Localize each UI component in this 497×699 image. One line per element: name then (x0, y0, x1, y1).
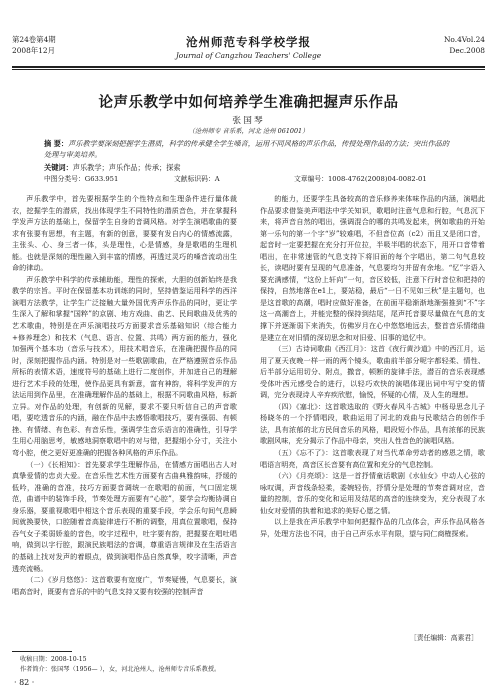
body-paragraph: 以上是我在声乐教学中如何把握作品的几点体会，声乐作品风格各异，处理方法也不同，由于自己声乐水平有限，望与同仁商榷探索。 (260, 517, 485, 538)
body-paragraph: （六）《月亮颂》：这是一首抒情童话歌剧《水仙女》中动人心弦的咏叹调，声音线条轻柔，委婉轻伤，抒情分是处理的节奏音调对应，音量的控制，音乐的变化和运用及结尾的高音的连续变为，充分表现了水仙女对爱情的执着和追求的美好心愿之情。 (260, 471, 485, 515)
volume-issue-en: No.4Vol.24 (443, 35, 485, 44)
journal-title-block (12, 34, 485, 60)
header-rule-thin (12, 69, 485, 70)
clc-number: 中图分类号：G633.951 (44, 175, 119, 183)
header-right (444, 34, 485, 56)
body-paragraph: （五）《忘不了》：这首歌表现了对当代革命劳动者的感恩之情，歌唱语言明亮，高音区长音要有高位置和充分的气息控制。 (260, 448, 485, 469)
running-header (12, 34, 485, 64)
abstract (44, 138, 453, 160)
body-column-right (260, 193, 485, 539)
body-paragraph: （三）古诗词歌曲《西江月》：这首《夜行黄沙道》中的西江月，运用了夏天夜晚一样一雨的两个镜头，歌曲前半部分呢字都轻柔、情性、后半部分运用切分、附点，撒音，顿断的旋律手法，潜百的音乐表现感受体叶西元感受合的进行，以轻巧欢快的演唱体现出词中写宁变的情调，完分表现诗人辛弃疾欣慰，愉悦，怀疑的心情，及人生的理想。 (260, 344, 485, 400)
body-paragraph: 声乐教学中，首先要根据学生的个性特点和生理条件进行量体裁衣，挖掘学生的潜质，找出体现学生不同特性的潜质音色，并在掌握科学发声方法的基础上，保留学生自身的音调风格。对学生演唱歌曲的要求有张要有思想，有主题，有新的创意，要要有发自内心的情感流露，主张头、心、身三者一体，头是理性，心是情感，身是歌唱的生理机能。也就是深刻的理性融入到丰富的情感，再透过灵巧的嗓音流动出生命的律动。 (12, 194, 237, 273)
body-paragraph: （二）《岁月悠悠》：这首歌要有宽度广，节奏疑慢，气息要长，演唱高音时，既要有音乐的中的气息支持又要有较强的控制声音 (12, 575, 237, 596)
body-paragraph: 声乐教学中科学的传承辅助能，理性的探索，大胆的创新始终是我教学的宗旨。平时在保留基本功训练的同时，坚持借鉴运用科学的西洋演唱方法教学，让学生广泛接触大量外国优秀声乐作品的同时，更让学生深入了解和掌握“国粹”的京剧、地方戏曲、曲艺、民间歌曲及优秀的艺术歌曲，特别是在声乐演唱技巧方面要求音乐基础知识（综合能力+修养理念）和技术（气息、语言、位置、共鸣）两方面的能力，强化加强两个基本功（音乐与技术），用技术唱音乐，在准确把握作品的同时，深刻把握作品内涵。特别是对一些歌剧歌曲，在严格遵照音乐作品所标的表情术语，速度符号的基础上进行二度创作，并加进自己的理解进行艺术手段的处理，使作品更具有新意，富有神韵，将科学发声的方法运用到作品里，在准确理解作品的基础上，根据不同歌曲风格，标新立异。对作品的处理，有创新的见解，要求不要只听信自己的声音歌唱，要吃透音乐的内涵，融在作品中去感悟歌唱技巧，要有强弱、有顿挫、有情绪、有色彩、有音乐性，强调学生音乐语言的准确性，引导学生用心用脑思考，敏感地洞察歌唱中的对与错，把握细小分寸，关注小弯小腔，使之更好更准确的把握各种风格的声乐作品。 (12, 274, 237, 458)
article-title: 论声乐教学中如何培养学生准确把握声乐作品 (98, 94, 399, 111)
abstract-text: 声乐教学要深刻把握学生潜质，科学的传承健全学生嗓音，运用不同风格的声乐作品，传授处理作品的方法；突出作品的处理与审美培养。 (44, 139, 450, 159)
body-column-left (12, 193, 237, 597)
received-date: 收稿日期：2008-10-15 (20, 656, 87, 663)
document-code: 文献标识码：A (174, 175, 220, 183)
header-rule-thick (12, 66, 485, 68)
keywords-label: 关键词： (44, 163, 73, 172)
author-bio: 作者简介：张国琴（1956— ），女，河北沧州人，沧州师专音乐系教授。 (20, 665, 221, 673)
volume-issue: 第24卷第4期 (12, 35, 56, 44)
journal-name-en: Journal of Cangzhou Teachers' College (175, 51, 322, 60)
keywords (44, 162, 453, 173)
footnote (20, 655, 220, 674)
body-paragraph: 的能力，还要学生具备较高的音乐修养来体味作品的内涵，演唱此作品要求借鉴美声唱法中学关知识，歌唱时注意气息和行腔，气息沉下来，将声音自然的唱出，强调混合的哪的共鸣发起来，例如歌曲的开始第一乐句的第一个字“岁”较难唱，不但音位高（c2）而且又是闭口音，起音时一定要把握在充分打开位拉，半吸半唱的状态下，用开口音带着唱出，在非常速管的气息支持下将旧面的每个字唱出，第二句气息较长，读唱时要有呈现的气息准备，气息要均匀并留有余地。“忆”字语入要充满感情，“这份上轩向”一句，音区较低，注意下行时音位和把持的保持，自然地落在e1上，要站稳，最后“一日不见如三秋”是主题句，也是这首歌的高潮，唱时应做好准备，在前面平稳渐渐地渐强推到“不”字这一高潮音上，并能完整的保持到结尾，尾声托音要尽量做在气息的支撑下并逐渐弱下来消失，仿佛岁月在心中悠悠地远去，整首音乐情绪曲是建立在对旧情的深切思念和对旧爱、旧事的追忆中。 (260, 194, 485, 342)
body-paragraph: （四）《塞北》：这首歌选取的《野火春风斗古城》中杨母思念儿子杨晓冬的一个抒情唱段，歌曲运用了河北的戏曲与民歌结合的创作手法，具有浓郁的北方民间音乐的风格，唱段短小作品，具有浓郁的民族歌剧风味，充分揭示了作品中母亲，突出人性音色的演唱风格。 (260, 401, 485, 446)
page-number: · 82 · (14, 678, 35, 687)
keywords-text: 声乐教学；声乐作品；传承；探索 (72, 163, 181, 172)
author-affiliation: （沧州师专 音乐系，河北 沧州 061001） (188, 127, 309, 135)
responsible-editor: ［责任编辑：高素君］ (410, 634, 478, 642)
abstract-label: 摘 要： (44, 139, 69, 148)
footnote-rule (12, 651, 72, 652)
body-paragraph: （一）《长相知》：首先要求学生理解作品，在情感方面唱出古人对真挚爱情的忠贞大爱。在音乐性艺术性方面要有古曲典雅韵味，抒缓的低吟，准确的音准，技巧方面要音调统一在歌唱的前面，气口固定规范，曲谱中的装饰手段，节奏处理方面要有“心腔”，要学会均衡协调自身乐器，要重视歌唱中相这个音乐表现的重要手段，学会乐句间气息瞬间就换要快，口腔随着音高旋律进行不断的调整，用真位置歌唱，保持吞气女子柔弱娇羞的音色，咬字过程中，吐字要有韵，把握要在唱吐唱响，做到以字行腔，跟演民族唱法的音调，尊重语言规律及在生活语言的基础上找对发声的着眼点，做到演唱作品自然真挚，咬字清晰，声音透亮流畅。 (12, 459, 237, 573)
issue-date-en: Dec.2008 (449, 46, 485, 55)
issue-date: 2008年12月 (12, 46, 55, 55)
article-number: 文章编号：1008-4762(2008)04-0082-01 (294, 175, 427, 183)
journal-name-cn: 沧州师范专科学校学报 (186, 35, 311, 49)
article-author: 张国琴 (232, 116, 265, 126)
